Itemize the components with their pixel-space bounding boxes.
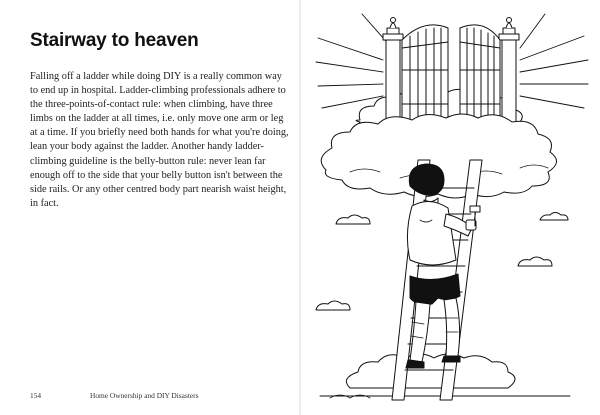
- running-head: Home Ownership and DIY Disasters: [90, 391, 199, 400]
- page-title: Stairway to heaven: [30, 30, 199, 51]
- body-paragraph: Falling off a ladder while doing DIY is a really common way to end up in hospital. Ladder-climbing professionals adhere to the three-points-of-contact rule: when climbing, have three limbs on the ladder at all times, i.e. only move one arm or leg at a time. If you briefly need both hands for what you're doing, lean your body against the ladder. Another handy ladder-climbing guideline is the belly-button rule: never lean far enough off to the side that your belly button isn't between the side rails. Or any other centred body part nearish waist height, in fact.: [30, 71, 289, 209]
- page-number: 154: [30, 391, 42, 400]
- left-page: [0, 0, 299, 415]
- right-page: [301, 0, 600, 415]
- heaven-ladder-illustration: [301, 0, 600, 415]
